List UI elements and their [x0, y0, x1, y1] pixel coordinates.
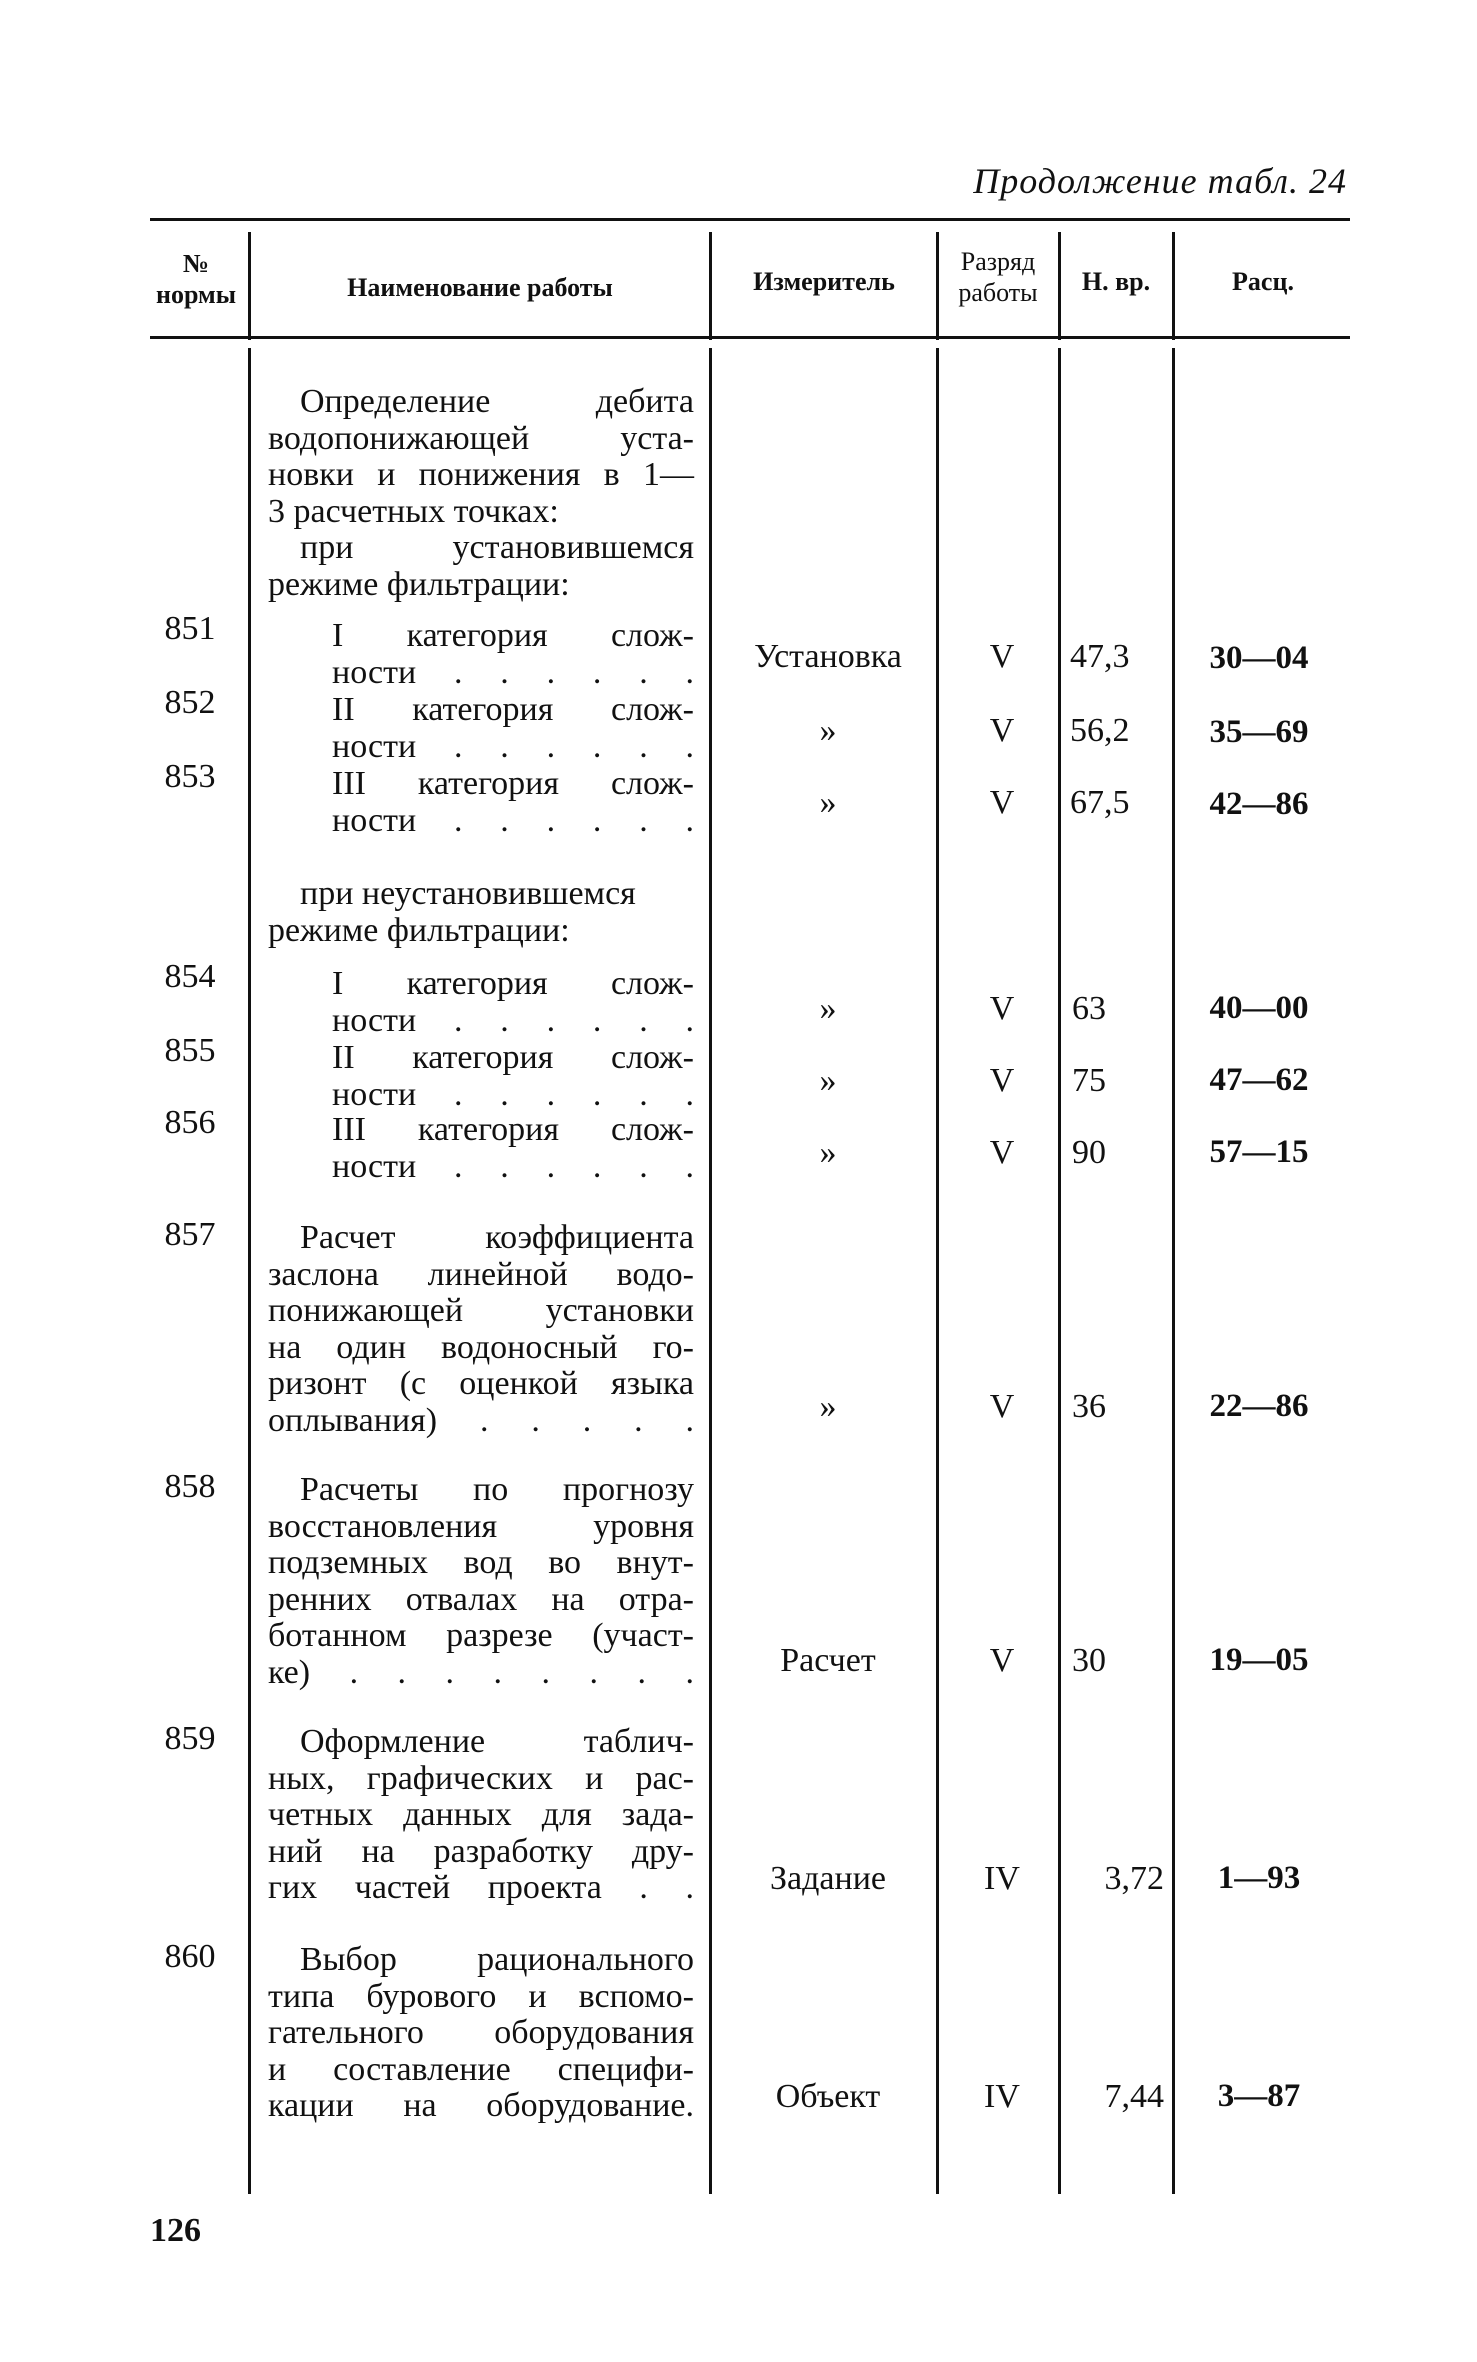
grade-cell: V — [989, 638, 1015, 675]
pay-rate-cell: 22—86 — [1209, 1388, 1309, 1424]
work-name — [332, 618, 694, 691]
header-bottom-rule — [150, 336, 1350, 339]
work-name-line: II категория слож- — [332, 1039, 694, 1076]
header-work-name: Наименование работы — [347, 273, 613, 302]
norm-number: 853 — [164, 758, 216, 795]
work-name — [268, 1724, 694, 1907]
pay-rate-cell: 1—93 — [1217, 1860, 1301, 1896]
work-name — [268, 1472, 694, 1691]
time-norm-cell: 67,5 — [1070, 784, 1130, 821]
grade-cell: V — [989, 1134, 1015, 1171]
norm-number: 859 — [164, 1720, 216, 1757]
header-separator-4 — [1058, 232, 1061, 340]
work-name-line: ности . . . . . . — [332, 727, 694, 765]
work-name-line: Оформление таблич- — [300, 1723, 694, 1760]
pay-rate-cell: 19—05 — [1209, 1642, 1309, 1678]
header-time-norm: Н. вр. — [1081, 267, 1151, 296]
time-norm-cell: 30 — [1072, 1642, 1106, 1679]
page-number: 126 — [150, 2212, 201, 2249]
grade-cell: V — [989, 990, 1015, 1027]
header-grade — [940, 246, 1056, 308]
norm-number: 851 — [164, 610, 216, 647]
work-name-line: ботанном разрезе (участ- — [268, 1617, 694, 1654]
work-name-line: Выбор рационального — [300, 1941, 694, 1978]
unit-cell: » — [819, 1134, 837, 1171]
work-name-line: Расчеты по прогнозу — [300, 1471, 694, 1508]
unit-cell: » — [819, 784, 837, 821]
intro-line: при неустановившемся — [300, 875, 636, 912]
column-separator-1 — [248, 348, 251, 2194]
unit-cell: Установка — [754, 638, 902, 675]
norm-number: 855 — [164, 1032, 216, 1069]
work-name-line: на один водоносный го- — [268, 1328, 694, 1366]
work-name-line: ренних отвалах на отра- — [268, 1580, 694, 1618]
grade-cell: V — [989, 712, 1015, 749]
norm-number: 860 — [164, 1938, 216, 1975]
time-norm-cell: 90 — [1072, 1134, 1106, 1171]
norm-number: 857 — [164, 1216, 216, 1253]
section-intro-steady — [268, 384, 694, 603]
norm-number: 856 — [164, 1104, 216, 1141]
header-separator-3 — [936, 232, 939, 340]
work-name-line: II категория слож- — [332, 691, 694, 728]
header-separator-2 — [709, 232, 712, 340]
time-norm-cell: 36 — [1072, 1388, 1106, 1425]
work-name-line: подземных вод во внут- — [268, 1544, 694, 1581]
header-grade-line2: работы — [958, 278, 1038, 307]
intro-line: новки и понижения в 1— — [268, 456, 694, 493]
grade-cell: V — [989, 784, 1015, 821]
header-grade-line1: Разряд — [960, 247, 1036, 276]
header-unit: Измеритель — [753, 267, 895, 296]
header-pay-rate: Расц. — [1232, 267, 1294, 296]
work-name-line: I категория слож- — [332, 617, 694, 654]
work-name-line: ности . . . . . . — [332, 1075, 694, 1113]
time-norm-cell: 47,3 — [1070, 638, 1130, 675]
work-name-line: типа бурового и вспомо- — [268, 1977, 694, 2015]
section-intro-unsteady — [268, 876, 694, 949]
pay-rate-cell: 3—87 — [1217, 2078, 1301, 2114]
work-name-line: ности . . . . . . — [332, 801, 694, 839]
work-name-line: III категория слож- — [332, 765, 694, 802]
norm-number: 854 — [164, 958, 216, 995]
time-norm-cell: 75 — [1072, 1062, 1106, 1099]
norm-number: 852 — [164, 684, 216, 721]
column-separator-5 — [1172, 348, 1175, 2194]
grade-cell: V — [989, 1062, 1015, 1099]
unit-cell: » — [819, 1388, 837, 1425]
work-name — [332, 1040, 694, 1113]
intro-line: Определение дебита — [300, 383, 694, 420]
work-name-line: оплывания) . . . . . — [268, 1401, 694, 1439]
work-name — [268, 1942, 694, 2125]
time-norm-cell: 3,72 — [1104, 1860, 1164, 1897]
work-name-line: ности . . . . . . — [332, 1147, 694, 1185]
intro-line: при установившемся — [300, 529, 694, 566]
pay-rate-cell: 30—04 — [1209, 640, 1309, 676]
work-name — [332, 692, 694, 765]
work-name-line: ных, графических и рас- — [268, 1759, 694, 1797]
work-name-line: I категория слож- — [332, 965, 694, 1002]
work-name-line: гих частей проекта . . — [268, 1869, 694, 1906]
unit-cell: Задание — [770, 1860, 886, 1897]
work-name-line: четных данных для зада- — [268, 1796, 694, 1833]
table-top-rule — [150, 218, 1350, 221]
pay-rate-cell: 57—15 — [1209, 1134, 1309, 1170]
intro-line: режиме фильтрации: — [268, 565, 570, 603]
pay-rate-cell: 47—62 — [1209, 1062, 1309, 1098]
work-name-line: и составление специфи- — [268, 2050, 694, 2088]
work-name-line: Расчет коэффициента — [300, 1219, 694, 1256]
work-name — [332, 766, 694, 839]
grade-cell: V — [989, 1642, 1015, 1679]
header-separator-1 — [248, 232, 251, 340]
header-separator-5 — [1172, 232, 1175, 340]
unit-cell: Расчет — [780, 1642, 876, 1679]
header-norm-number-line1: № — [182, 249, 210, 278]
grade-cell: IV — [984, 1860, 1020, 1897]
work-name-line: III категория слож- — [332, 1111, 694, 1148]
column-separator-3 — [936, 348, 939, 2194]
grade-cell: IV — [984, 2078, 1020, 2115]
header-norm-number-line2: нормы — [155, 280, 237, 309]
work-name-line: ности . . . . . . — [332, 1001, 694, 1039]
time-norm-cell: 63 — [1072, 990, 1106, 1027]
work-name-line: ности . . . . . . — [332, 653, 694, 691]
work-name-line: заслона линейной водо- — [268, 1255, 694, 1293]
pay-rate-cell: 35—69 — [1209, 714, 1309, 750]
unit-cell: Объект — [775, 2078, 881, 2115]
pay-rate-cell: 40—00 — [1209, 990, 1309, 1026]
intro-line: водопонижающей уста- — [268, 419, 694, 457]
work-name-line: ризонт (с оценкой языка — [268, 1365, 694, 1402]
unit-cell: » — [819, 712, 837, 749]
intro-line: режиме фильтрации: — [268, 911, 570, 949]
work-name — [332, 966, 694, 1039]
grade-cell: V — [989, 1388, 1015, 1425]
column-separator-2 — [709, 348, 712, 2194]
column-separator-4 — [1058, 348, 1061, 2194]
work-name-line: кации на оборудование. — [268, 2087, 694, 2124]
work-name-line: гательного оборудования — [268, 2014, 694, 2051]
time-norm-cell: 56,2 — [1070, 712, 1130, 749]
unit-cell: » — [819, 990, 837, 1027]
work-name-line: восстановления уровня — [268, 1507, 694, 1545]
norm-number: 858 — [164, 1468, 216, 1505]
intro-line: 3 расчетных точках: — [268, 492, 559, 530]
work-name-line: ке) . . . . . . . . — [268, 1653, 694, 1691]
pay-rate-cell: 42—86 — [1209, 786, 1309, 822]
work-name — [268, 1220, 694, 1439]
time-norm-cell: 7,44 — [1104, 2078, 1164, 2115]
table-continuation-caption: Продолжение табл. 24 — [973, 161, 1347, 201]
unit-cell: » — [819, 1062, 837, 1099]
work-name — [332, 1112, 694, 1185]
header-norm-number — [150, 248, 242, 310]
work-name-line: ний на разработку дру- — [268, 1832, 694, 1870]
work-name-line: понижающей установки — [268, 1292, 694, 1329]
